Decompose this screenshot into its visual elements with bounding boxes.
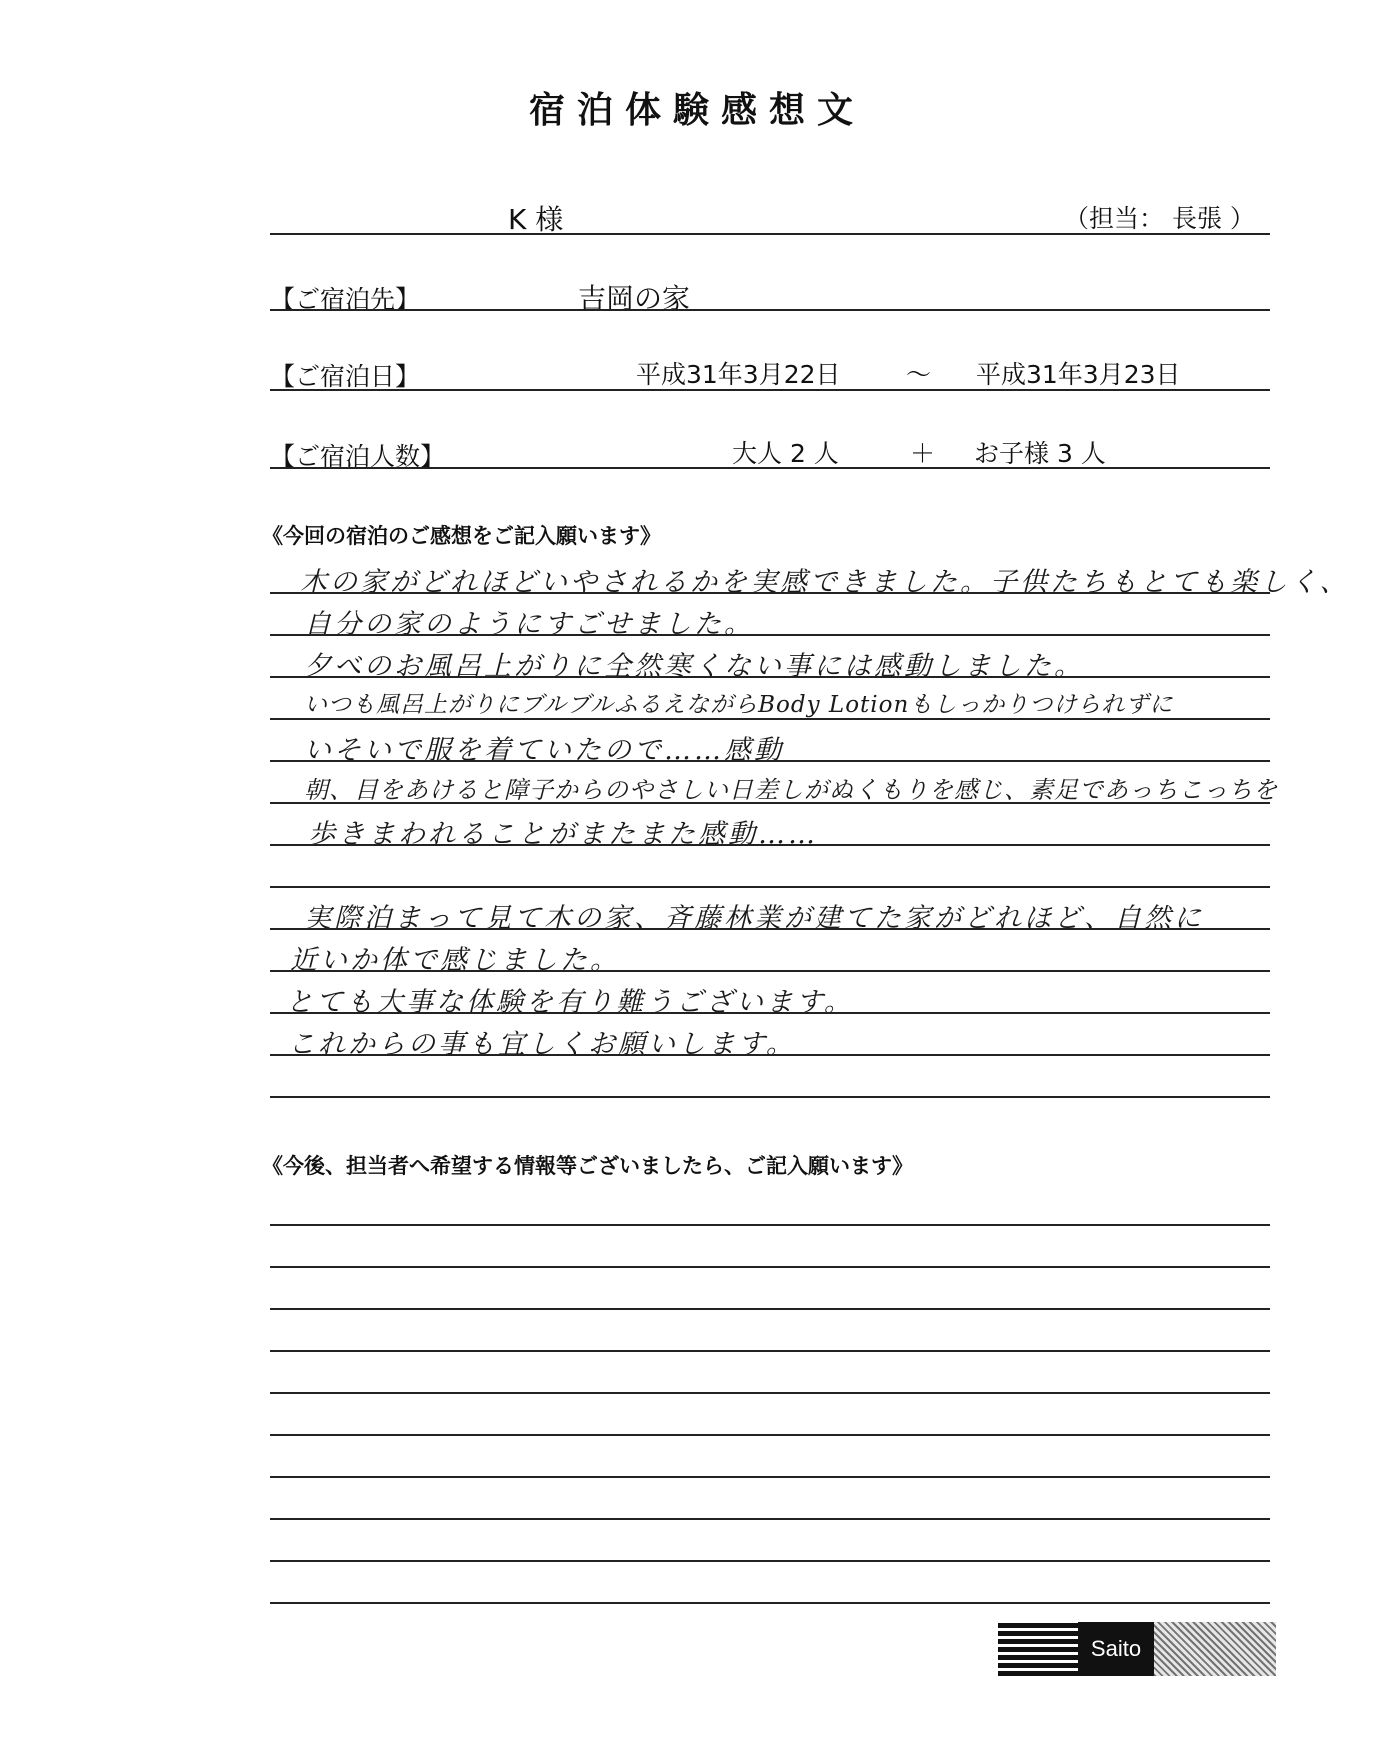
request-line <box>270 1392 1270 1394</box>
customer-name: K 様 <box>508 203 564 236</box>
ruled-line <box>270 718 1270 720</box>
plus-sign: ＋ <box>910 439 936 468</box>
request-line <box>270 1434 1270 1436</box>
impression-line: いそいで服を着ていたので……感動 <box>304 735 784 766</box>
impression-line: いつも風呂上がりにブルブルふるえながらBody Lotionもしっかりつけられずに <box>304 692 1174 718</box>
company-logo <box>998 1622 1276 1676</box>
ruled-line <box>270 634 1270 636</box>
lodging-date-separator: ～ <box>906 360 932 389</box>
lodging-date-from: 平成31年3月22日 <box>636 360 841 389</box>
logo-mark-icon <box>998 1622 1078 1676</box>
impression-line: 夕べのお風呂上がりに全然寒くない事には感動しました。 <box>304 651 1084 682</box>
lodging-place-value: 吉岡の家 <box>578 282 691 315</box>
request-line <box>270 1266 1270 1268</box>
request-line <box>270 1602 1270 1604</box>
impression-line: 木の家がどれほどいやされるかを実感できました。子供たちもとても楽しく、 <box>300 567 1350 598</box>
lodging-date-to: 平成31年3月23日 <box>976 360 1181 389</box>
guest-count-line <box>270 467 1270 469</box>
guest-count-label: 【ご宿泊人数】 <box>270 442 446 471</box>
request-line <box>270 1518 1270 1520</box>
ruled-line <box>270 1096 1270 1098</box>
logo-scan-artifact <box>1154 1622 1276 1676</box>
ruled-line <box>270 1012 1270 1014</box>
staff-name: （担当： 長張 ） <box>1064 204 1255 233</box>
ruled-line <box>270 1054 1270 1056</box>
impression-line: 歩きまわれることがまたまた感動…… <box>308 819 818 850</box>
impressions-heading: 《今回の宿泊のご感想をご記入願います》 <box>262 524 661 548</box>
lodging-date-line <box>270 389 1270 391</box>
customer-line <box>270 233 1270 235</box>
impression-line: とても大事な体験を有り難うございます。 <box>286 987 854 1018</box>
child-count: お子様 3 人 <box>974 439 1106 468</box>
request-line <box>270 1224 1270 1226</box>
lodging-date-label: 【ご宿泊日】 <box>270 362 421 391</box>
page-title: 宿泊体験感想文 <box>528 90 865 131</box>
ruled-line <box>270 970 1270 972</box>
adult-count: 大人 2 人 <box>732 439 839 468</box>
lodging-place-label: 【ご宿泊先】 <box>270 285 421 314</box>
request-line <box>270 1350 1270 1352</box>
impression-line: 朝、目をあけると障子からのやさしい日差しがぬくもりを感じ、素足であっちこっちを <box>304 776 1279 804</box>
requests-heading: 《今後、担当者へ希望する情報等ございましたら、ご記入願います》 <box>262 1154 913 1178</box>
request-line <box>270 1560 1270 1562</box>
logo-text: Saito <box>1078 1622 1154 1676</box>
ruled-line <box>270 886 1270 888</box>
impression-line: 自分の家のようにすごせました。 <box>304 609 754 640</box>
request-line <box>270 1308 1270 1310</box>
lodging-place-line <box>270 309 1270 311</box>
ruled-line <box>270 802 1270 804</box>
ruled-line <box>270 592 1270 594</box>
impression-line: 実際泊まって見て木の家、斉藤林業が建てた家がどれほど、自然に <box>304 903 1204 934</box>
request-line <box>270 1476 1270 1478</box>
ruled-line <box>270 760 1270 762</box>
ruled-line <box>270 928 1270 930</box>
ruled-line <box>270 844 1270 846</box>
ruled-line <box>270 676 1270 678</box>
impression-line: 近いか体で感じました。 <box>290 945 620 976</box>
impression-line: これからの事も宜しくお願いします。 <box>288 1029 796 1060</box>
